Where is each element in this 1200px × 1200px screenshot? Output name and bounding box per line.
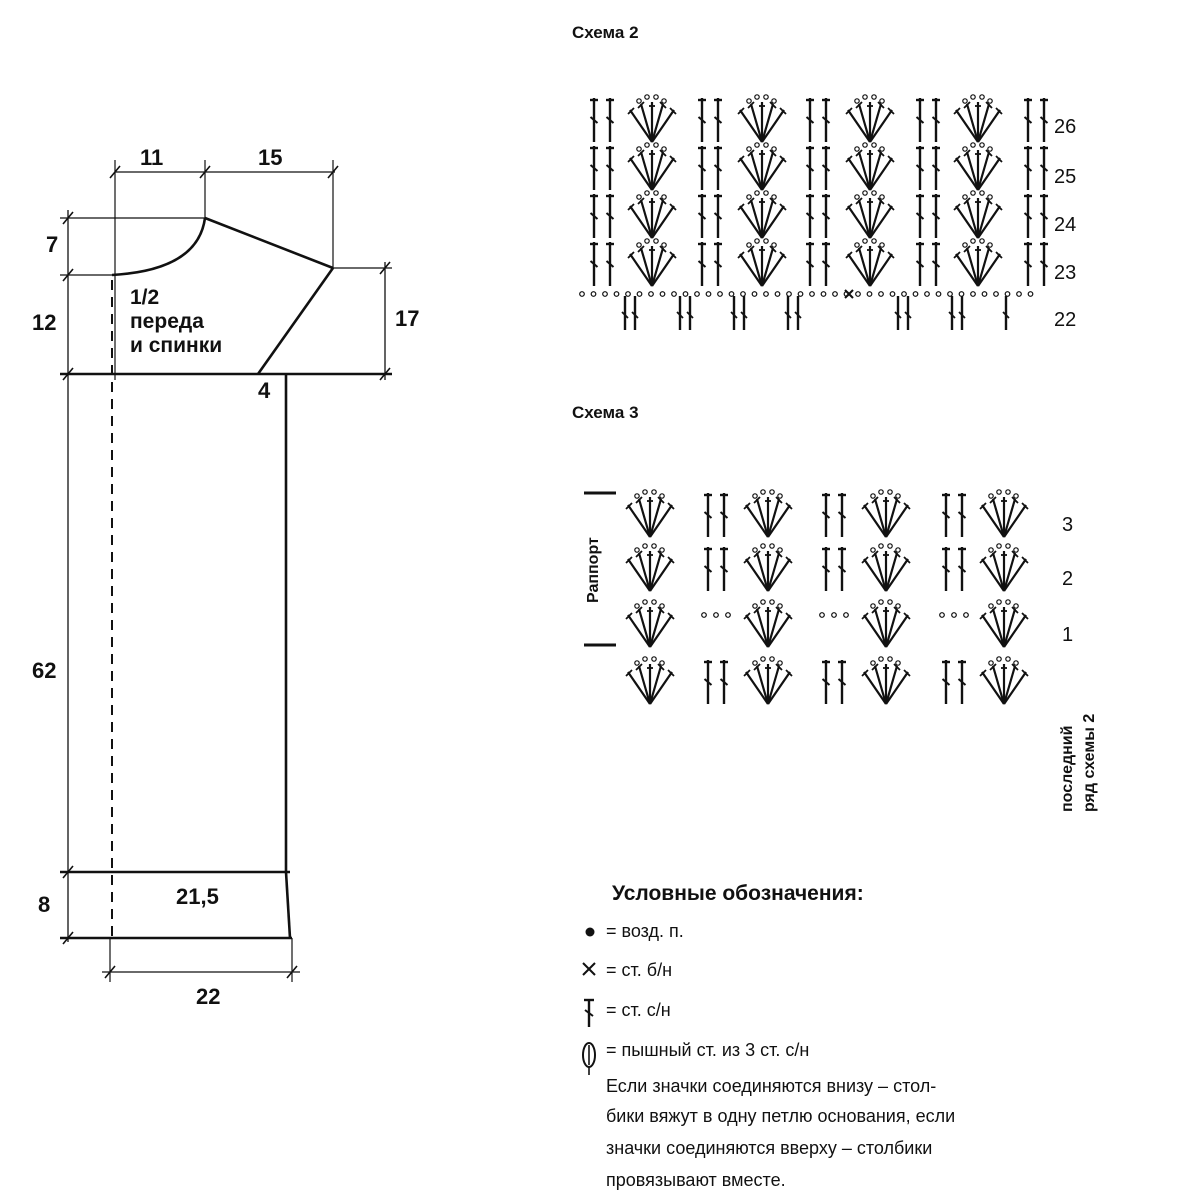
double-crochet-icon: [1040, 98, 1048, 142]
legend-note-line2: бики вяжут в одну петлю основания, если: [606, 1106, 956, 1126]
dim-hem-width: 22: [196, 984, 221, 1009]
double-crochet-icon: [698, 194, 706, 238]
double-crochet-icon: [698, 98, 706, 142]
chain-dot-icon: [726, 613, 731, 618]
double-crochet-icon: [806, 242, 814, 286]
scheme-2: [572, 23, 1076, 331]
legend-title: Условные обозначения:: [612, 882, 864, 905]
double-crochet-icon: [959, 296, 965, 330]
scheme2-row-22: 22: [1054, 309, 1077, 331]
legend-item-puff: = пышный ст. из 3 ст. с/н: [606, 1040, 810, 1060]
double-crochet-icon: [590, 194, 598, 238]
double-crochet-icon: [704, 660, 712, 704]
shell-cluster-icon: [626, 544, 674, 591]
shell-cluster-icon: [738, 143, 786, 190]
double-crochet-icon: [806, 98, 814, 142]
scheme2-stitch-grid: [580, 95, 1048, 330]
chain-dot-icon: [637, 292, 642, 297]
chain-dot-icon: [798, 292, 803, 297]
chain-dot-icon: [764, 292, 769, 297]
chain-dot-icon: [775, 292, 780, 297]
double-crochet-icon: [916, 146, 924, 190]
shell-cluster-icon: [744, 600, 792, 647]
chain-dot-icon: [718, 292, 723, 297]
double-crochet-icon: [720, 547, 728, 591]
legend-note-line1: Если значки соединяются внизу – стол-: [606, 1076, 937, 1096]
base-row-label-line1: последний: [1059, 725, 1076, 812]
double-crochet-icon: [958, 660, 966, 704]
double-crochet-icon: [606, 146, 614, 190]
dim-hem-inner-width: 21,5: [176, 884, 219, 909]
chain-dot-icon: [672, 292, 677, 297]
legend: [583, 882, 955, 1190]
double-crochet-icon: [838, 660, 846, 704]
shell-cluster-icon: [744, 490, 792, 537]
chain-dot-icon: [832, 613, 837, 618]
chain-dot-icon: [752, 292, 757, 297]
legend-note-line4: провязывают вместе.: [606, 1170, 786, 1190]
double-crochet-icon: [590, 98, 598, 142]
chain-dot-icon: [902, 292, 907, 297]
shell-cluster-icon: [954, 239, 1002, 286]
chain-dot-icon: [683, 292, 688, 297]
double-crochet-icon: [916, 194, 924, 238]
double-crochet-icon: [1040, 146, 1048, 190]
chain-dot-icon: [787, 292, 792, 297]
double-crochet-icon: [822, 660, 830, 704]
double-crochet-icon: [1024, 242, 1032, 286]
shell-cluster-icon: [954, 143, 1002, 190]
double-crochet-icon: [795, 296, 801, 330]
dim-underarm: 4: [258, 378, 271, 403]
double-crochet-icon: [838, 493, 846, 537]
double-crochet-icon: [720, 493, 728, 537]
chain-dot-icon: [890, 292, 895, 297]
chain-dot-icon: [1017, 292, 1022, 297]
shell-cluster-icon: [980, 490, 1028, 537]
scheme3-row-1: 1: [1062, 624, 1074, 646]
double-crochet-icon: [806, 146, 814, 190]
chain-dot-icon: [660, 292, 665, 297]
scheme2-row-24: 24: [1054, 214, 1077, 236]
double-crochet-icon: [606, 194, 614, 238]
scheme3-row-3: 3: [1062, 514, 1074, 536]
dim-shoulder-width: 15: [258, 145, 283, 170]
garment-schematic: [32, 145, 419, 1009]
double-crochet-icon: [687, 296, 693, 330]
shell-cluster-icon: [628, 143, 676, 190]
double-crochet-icon: [714, 194, 722, 238]
dim-armhole-left: 12: [32, 310, 57, 335]
double-crochet-icon: [916, 98, 924, 142]
chain-dot-icon: [702, 613, 707, 618]
chain-dot-icon: [936, 292, 941, 297]
dim-neck-width: 11: [140, 145, 164, 170]
shell-cluster-icon: [980, 544, 1028, 591]
chain-dot-icon: [982, 292, 987, 297]
scheme2-row-26: 26: [1054, 116, 1077, 138]
legend-item-dc: = ст. с/н: [606, 1000, 671, 1020]
double-crochet-icon: [905, 296, 911, 330]
double-crochet-icon: [1024, 194, 1032, 238]
chain-dot-icon: [649, 292, 654, 297]
shell-cluster-icon: [628, 191, 676, 238]
chain-dot-icon: [952, 613, 957, 618]
double-crochet-icon: [1040, 194, 1048, 238]
dim-body-length: 62: [32, 658, 57, 683]
double-crochet-icon: [731, 296, 737, 330]
chain-dot-icon: [833, 292, 838, 297]
shell-cluster-icon: [846, 95, 894, 142]
piece-label-line2: переда: [130, 310, 204, 333]
shell-cluster-icon: [954, 95, 1002, 142]
shell-cluster-icon: [862, 600, 910, 647]
scheme2-title: Схема 2: [572, 23, 639, 42]
chain-dot-icon: [729, 292, 734, 297]
chain-dot-icon: [913, 292, 918, 297]
double-crochet-icon: [704, 547, 712, 591]
double-crochet-icon: [958, 493, 966, 537]
double-crochet-icon: [949, 296, 955, 330]
chain-dot-icon: [580, 292, 585, 297]
chain-dot-icon: [856, 292, 861, 297]
double-crochet-icon: [714, 146, 722, 190]
shell-cluster-icon: [980, 657, 1028, 704]
shell-cluster-icon: [744, 657, 792, 704]
double-crochet-icon: [932, 146, 940, 190]
piece-label-line3: и спинки: [130, 334, 223, 357]
shell-cluster-icon: [738, 191, 786, 238]
double-crochet-icon: [622, 296, 628, 330]
double-crochet-icon: [714, 98, 722, 142]
double-crochet-icon: [704, 493, 712, 537]
legend-note-line3: значки соединяются вверху – столбики: [606, 1138, 933, 1158]
double-crochet-icon: [677, 296, 683, 330]
chain-dot-icon: [925, 292, 930, 297]
shell-cluster-icon: [862, 490, 910, 537]
double-crochet-icon: [932, 98, 940, 142]
double-crochet-icon: [1003, 296, 1009, 330]
legend-item-chain: = возд. п.: [606, 921, 684, 941]
shell-cluster-icon: [626, 657, 674, 704]
chain-dot-icon: [940, 613, 945, 618]
chain-dot-icon: [706, 292, 711, 297]
shell-cluster-icon: [862, 544, 910, 591]
double-crochet-icon: [932, 194, 940, 238]
base-row-label-line2: ряд схемы 2: [1081, 713, 1098, 812]
double-crochet-icon: [741, 296, 747, 330]
double-crochet-icon: [822, 146, 830, 190]
shell-cluster-icon: [846, 143, 894, 190]
scheme2-row-25: 25: [1054, 166, 1077, 188]
chain-dot-icon: [867, 292, 872, 297]
double-crochet-icon: [584, 999, 594, 1027]
shell-cluster-icon: [980, 600, 1028, 647]
double-crochet-icon: [942, 660, 950, 704]
double-crochet-icon: [590, 146, 598, 190]
chain-dot-icon: [741, 292, 746, 297]
legend-item-sc: = ст. б/н: [606, 960, 673, 980]
double-crochet-icon: [606, 98, 614, 142]
dim-hem-height: 8: [38, 892, 51, 917]
shell-cluster-icon: [846, 191, 894, 238]
piece-label-line1: 1/2: [130, 286, 160, 309]
chain-dot-icon: [964, 613, 969, 618]
double-crochet-icon: [698, 242, 706, 286]
double-crochet-icon: [932, 242, 940, 286]
chain-dot-icon: [1005, 292, 1010, 297]
double-crochet-icon: [1024, 146, 1032, 190]
double-crochet-icon: [822, 493, 830, 537]
chain-dot-icon: [591, 292, 596, 297]
repeat-label: Раппорт: [585, 537, 602, 603]
chain-dot-icon: [714, 613, 719, 618]
double-crochet-icon: [714, 242, 722, 286]
double-crochet-icon: [590, 242, 598, 286]
chain-dot-icon: [994, 292, 999, 297]
double-crochet-icon: [806, 194, 814, 238]
shell-cluster-icon: [954, 191, 1002, 238]
chain-dot-icon: [959, 292, 964, 297]
double-crochet-icon: [822, 194, 830, 238]
chain-dot-icon: [820, 613, 825, 618]
chain-dot-icon: [1028, 292, 1033, 297]
chain-dot-icon: [695, 292, 700, 297]
dim-neck-depth: 7: [46, 232, 59, 257]
double-crochet-icon: [942, 547, 950, 591]
shell-cluster-icon: [738, 239, 786, 286]
double-crochet-icon: [698, 146, 706, 190]
double-crochet-icon: [895, 296, 901, 330]
double-crochet-icon: [822, 547, 830, 591]
double-crochet-icon: [1024, 98, 1032, 142]
chain-dot-icon: [821, 292, 826, 297]
chain-dot-icon: [586, 928, 595, 937]
chain-dot-icon: [614, 292, 619, 297]
scheme2-row-23: 23: [1054, 262, 1077, 284]
scheme3-stitch-grid: [626, 490, 1028, 704]
shell-cluster-icon: [628, 239, 676, 286]
scheme-3: [572, 403, 1098, 812]
puff-stitch-icon: [583, 1043, 595, 1075]
double-crochet-icon: [822, 242, 830, 286]
chain-dot-icon: [810, 292, 815, 297]
double-crochet-icon: [942, 493, 950, 537]
double-crochet-icon: [838, 547, 846, 591]
double-crochet-icon: [958, 547, 966, 591]
chain-dot-icon: [626, 292, 631, 297]
double-crochet-icon: [916, 242, 924, 286]
scheme3-title: Схема 3: [572, 403, 639, 422]
double-crochet-icon: [785, 296, 791, 330]
shell-cluster-icon: [626, 490, 674, 537]
double-crochet-icon: [1040, 242, 1048, 286]
double-crochet-icon: [822, 98, 830, 142]
double-crochet-icon: [632, 296, 638, 330]
shell-cluster-icon: [744, 544, 792, 591]
double-crochet-icon: [720, 660, 728, 704]
shell-cluster-icon: [846, 239, 894, 286]
chain-dot-icon: [971, 292, 976, 297]
chain-dot-icon: [948, 292, 953, 297]
shell-cluster-icon: [628, 95, 676, 142]
chain-dot-icon: [879, 292, 884, 297]
chain-dot-icon: [603, 292, 608, 297]
shell-cluster-icon: [862, 657, 910, 704]
single-crochet-x-icon: [583, 963, 595, 975]
dim-armhole-right: 17: [395, 306, 420, 331]
shell-cluster-icon: [626, 600, 674, 647]
chain-dot-icon: [844, 613, 849, 618]
scheme3-row-2: 2: [1062, 568, 1074, 590]
double-crochet-icon: [606, 242, 614, 286]
shell-cluster-icon: [738, 95, 786, 142]
